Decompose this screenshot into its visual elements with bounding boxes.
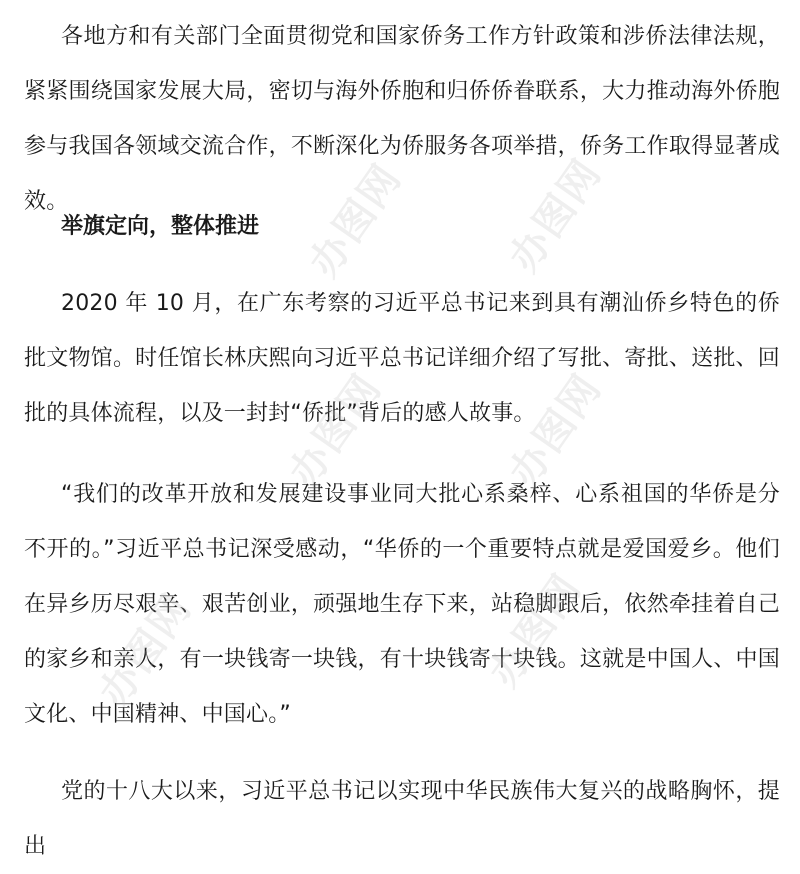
paragraph-quote: “我们的改革开放和发展建设事业同大批心系桑梓、心系祖国的华侨是分不开的。”习近平总书记深受感动，“华侨的一个重要特点就是爱国爱乡。他们在异乡历尽艰辛、艰苦创业，顽强地生存下来，站稳脚跟后，依然牵挂着自己的家乡和亲人，有一块钱寄一块钱，有十块钱寄十块钱。这就是中国人、中国文化、中国精神、中国心。” [24,482,780,727]
watermark-logo: 办图网 [280,365,391,496]
paragraph-continued: 党的十八大以来，习近平总书记以实现中华民族伟大复兴的战略胸怀，提出 [24,779,780,859]
watermark-logo: 办图网 [500,365,611,496]
paragraph-intro: 各地方和有关部门全面贯彻党和国家侨务工作方针政策和涉侨法律法规，紧紧围绕国家发展大局，密切与海外侨胞和归侨侨眷联系，大力推动海外侨胞参与我国各领域交流合作，不断深化为侨服务各项举措，侨务工作取得显著成效。 [24,24,780,214]
section-heading: 举旗定向，整体推进 [61,214,260,239]
watermark-logo: 办图网 [500,150,611,281]
watermark-logo: 办图网 [300,155,411,286]
watermark-logo: 办图网 [90,585,201,716]
watermark-logo: 办图网 [480,565,591,696]
paragraph-visit: 2020 年 10 月，在广东考察的习近平总书记来到具有潮汕侨乡特色的侨批文物馆。时任馆长林庆熙向习近平总书记详细介绍了写批、寄批、送批、回批的具体流程，以及一封封“侨批”背后的感人故事。 [24,291,780,426]
